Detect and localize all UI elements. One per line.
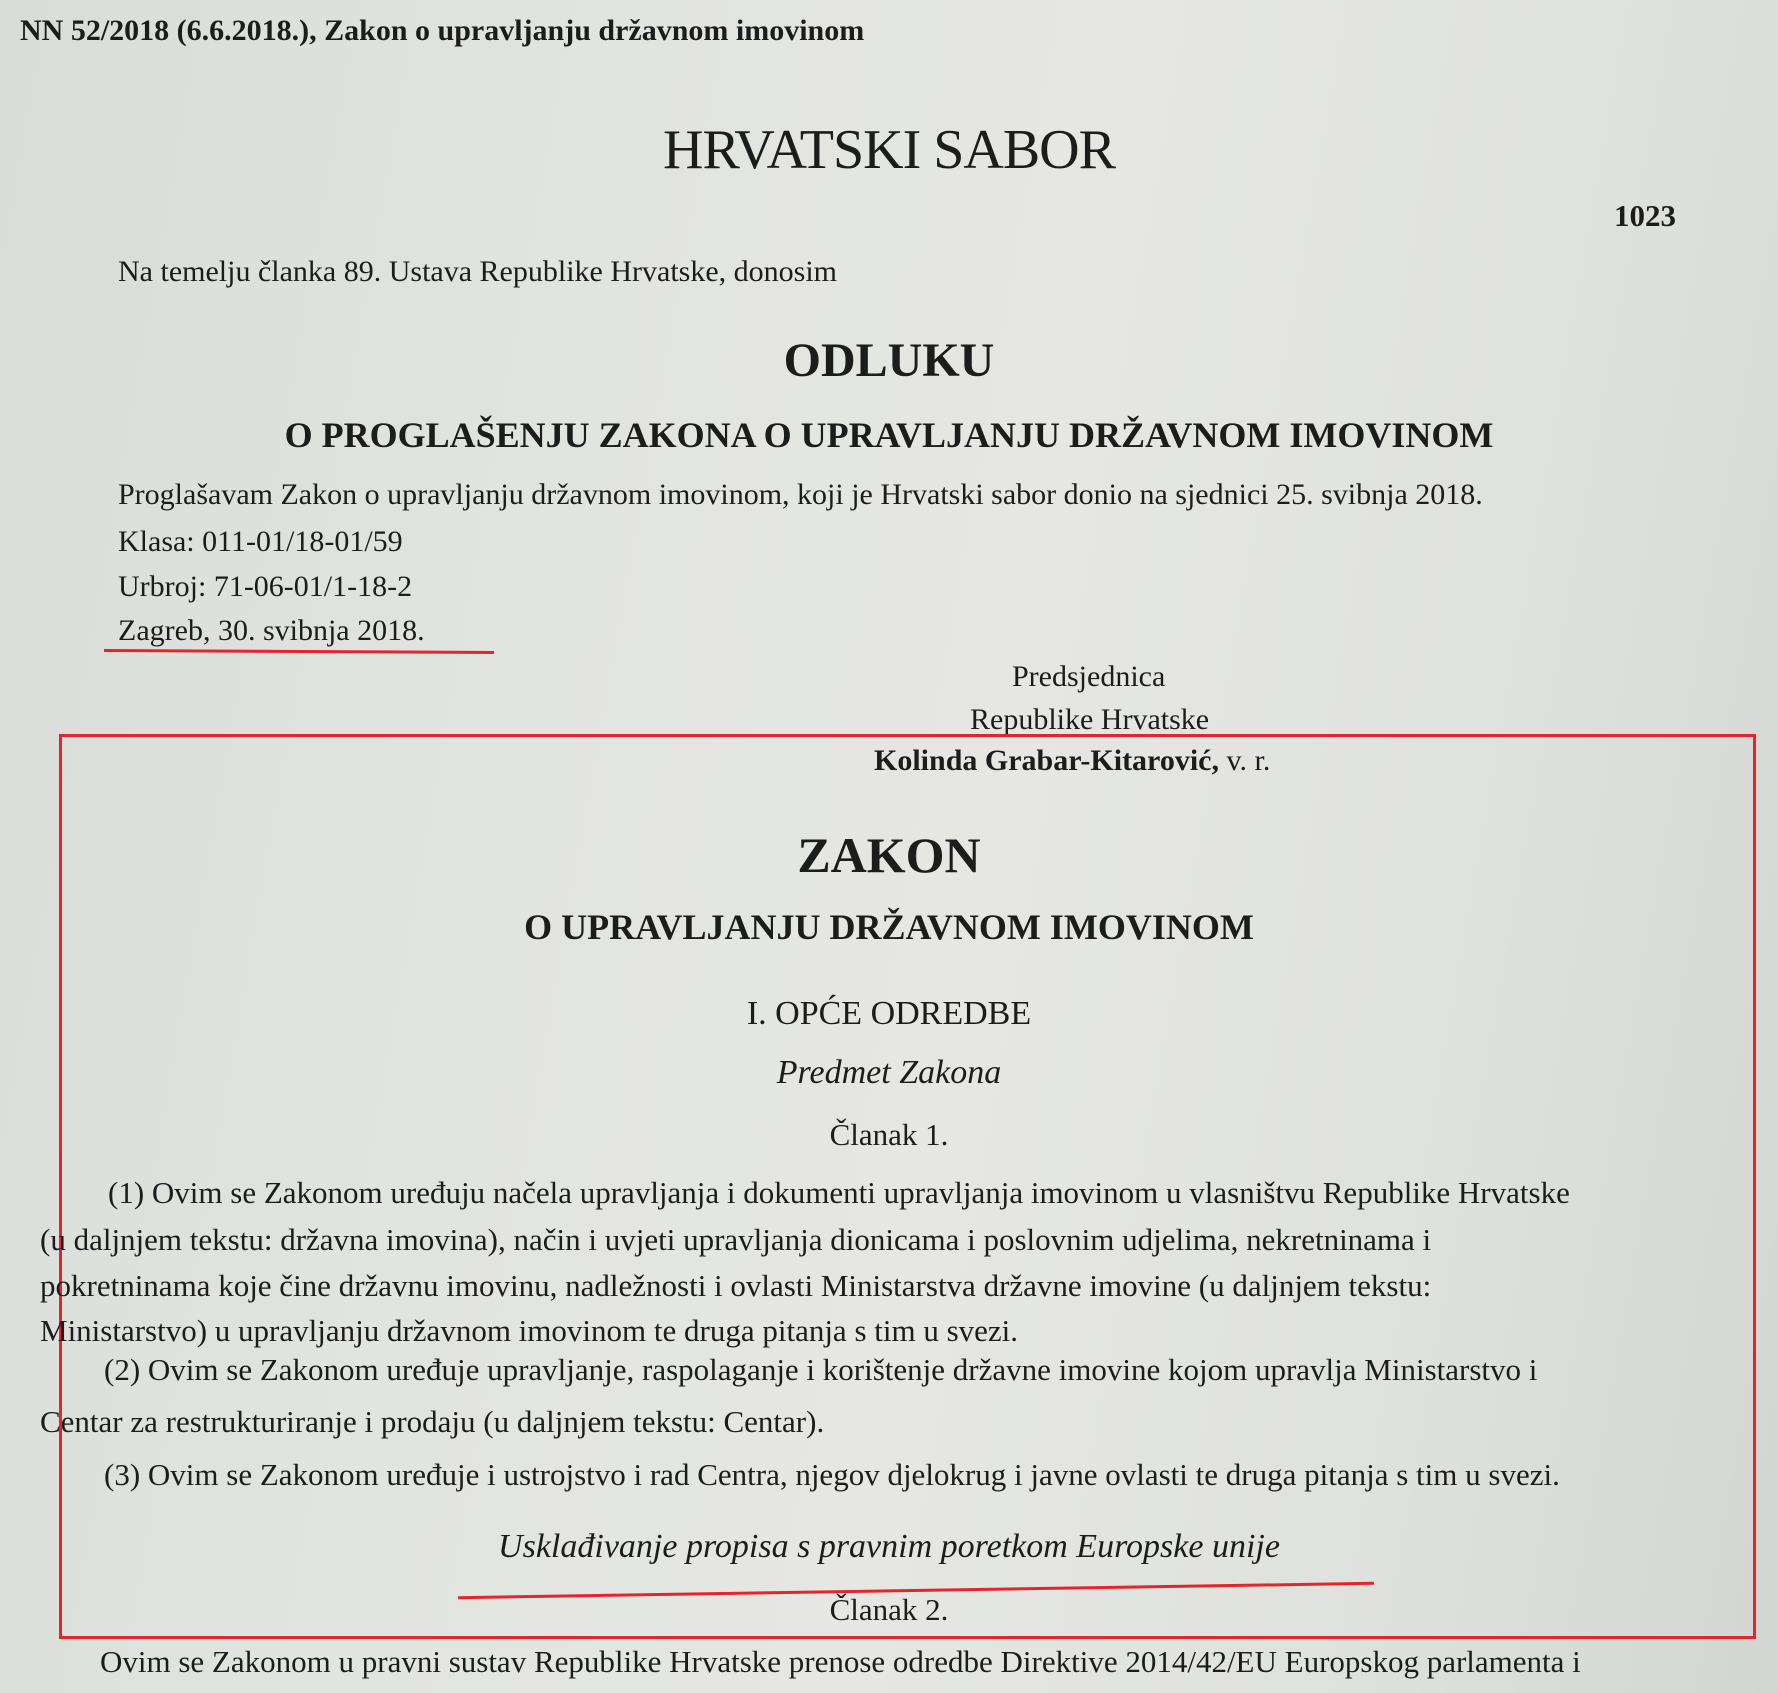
paragraph-2-line: (2) Ovim se Zakonom uređuje upravljanje, raspolaganje i korištenje državne imovine kojom upravlja Ministarstvo i bbox=[104, 1352, 1538, 1387]
subject-heading: Predmet Zakona bbox=[776, 1054, 1002, 1091]
decision-subtitle: O PROGLAŠENJU ZAKONA O UPRAVLJANJU DRŽAVNOM IMOVINOM bbox=[284, 415, 1494, 455]
paragraph-1-line: (1) Ovim se Zakonom uređuju načela upravljanja i dokumenti upravljanja imovinom u vlasništvu Republike Hrvatske bbox=[108, 1175, 1570, 1210]
signatory-title-2: Republike Hrvatske bbox=[970, 703, 1210, 736]
decision-title: ODLUKU bbox=[783, 334, 995, 387]
proclamation-text: Proglašavam Zakon o upravljanju državnom imovinom, koji je Hrvatski sabor donio na sjednici 25. svibnja 2018. bbox=[118, 478, 1483, 511]
urbroj-line: Urbroj: 71-06-01/1-18-2 bbox=[118, 570, 413, 603]
institution-title: HRVATSKI SABOR bbox=[663, 119, 1115, 181]
klasa-line: Klasa: 011-01/18-01/59 bbox=[118, 525, 403, 558]
law-title: ZAKON bbox=[797, 827, 981, 883]
signatory-name: Kolinda Grabar-Kitarović, bbox=[874, 744, 1219, 777]
section-heading: I. OPĆE ODREDBE bbox=[746, 995, 1032, 1032]
paragraph-1-line: pokretninama koje čine državnu imovinu, nadležnosti i ovlasti Ministarstva državne imovine (u daljnjem tekstu: bbox=[40, 1268, 1432, 1303]
date-underline-annotation bbox=[104, 649, 494, 654]
document-number: 1023 bbox=[1614, 198, 1676, 233]
law-subtitle: O UPRAVLJANJU DRŽAVNOM IMOVINOM bbox=[524, 907, 1254, 947]
decision-intro: Na temelju članka 89. Ustava Republike Hrvatske, donosim bbox=[118, 255, 837, 288]
gazette-reference: NN 52/2018 (6.6.2018.), Zakon o upravljanju državnom imovinom bbox=[20, 14, 865, 47]
signatory-suffix: v. r. bbox=[1226, 744, 1271, 777]
paragraph-1-line: Ministarstvo) u upravljanju državnom imovinom te druga pitanja s tim u svezi. bbox=[40, 1313, 1019, 1348]
article-2-text: Ovim se Zakonom u pravni sustav Republike Hrvatske prenose odredbe Direktive 2014/42/EU Europskog parlamenta i bbox=[100, 1644, 1581, 1679]
place-date-line: Zagreb, 30. svibnja 2018. bbox=[118, 614, 425, 647]
paragraph-1-line: (u daljnjem tekstu: državna imovina), način i uvjeti upravljanja dionicama i poslovnim udjelima, nekretninama i bbox=[40, 1222, 1432, 1257]
signatory-title-1: Predsjednica bbox=[1012, 660, 1166, 693]
article-1-heading: Članak 1. bbox=[829, 1117, 949, 1152]
harmonization-heading: Usklađivanje propisa s pravnim poretkom Europske unije bbox=[498, 1528, 1280, 1565]
paragraph-3: (3) Ovim se Zakonom uređuje i ustrojstvo i rad Centra, njegov djelokrug i javne ovlasti te druga pitanja s tim u svezi. bbox=[104, 1457, 1560, 1492]
article-2-heading: Članak 2. bbox=[829, 1592, 949, 1627]
paragraph-2-line: Centar za restrukturiranje i prodaju (u daljnjem tekstu: Centar). bbox=[40, 1404, 825, 1439]
